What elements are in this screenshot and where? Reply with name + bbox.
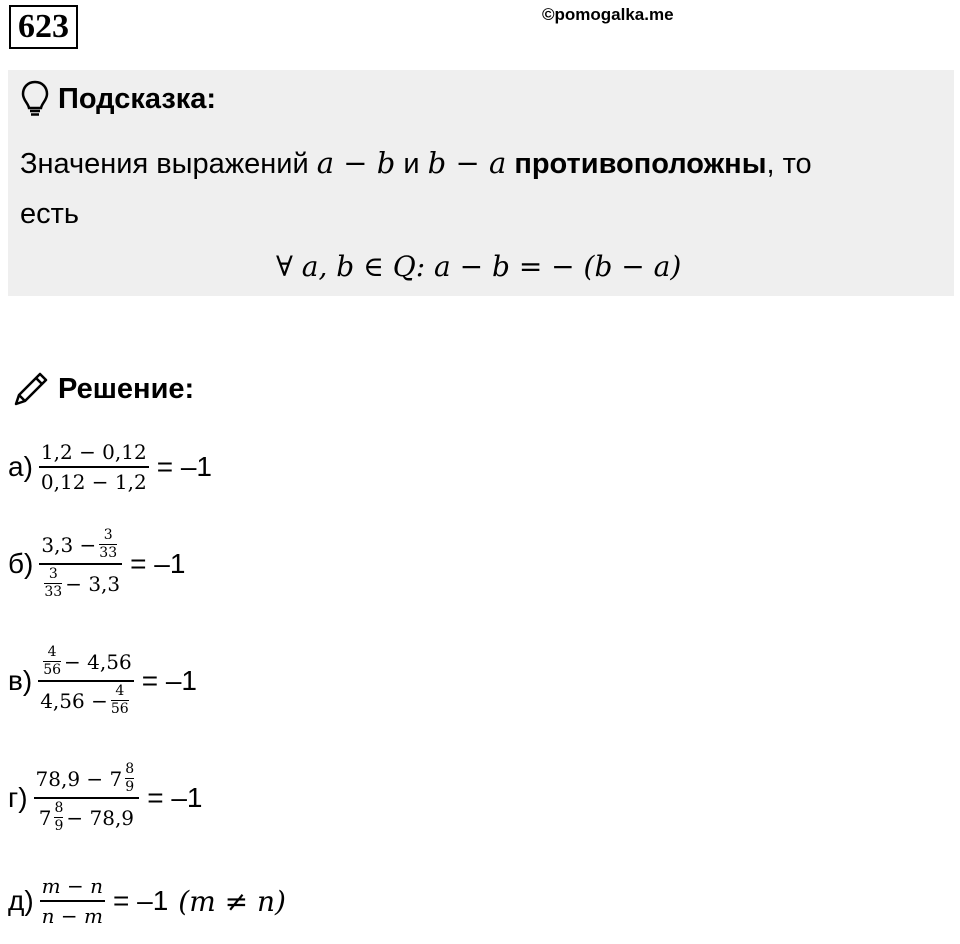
hint-bold-word: противоположны (506, 148, 767, 180)
result: = –1 (113, 885, 169, 916)
site-watermark: ©pomogalka.me (542, 5, 674, 24)
fraction (39, 440, 149, 494)
result: = –1 (156, 451, 212, 482)
expr-a-minus-b: a − b (316, 146, 396, 180)
solution-item-g (8, 762, 202, 834)
hint-line-2: есть (20, 198, 80, 230)
denominator: 3 33 − 3,3 (44, 566, 121, 600)
pencil-icon (10, 368, 52, 410)
fraction (40, 874, 105, 928)
numerator: 1,2 − 0,12 (40, 440, 147, 464)
result: = –1 (130, 548, 186, 579)
expr-b-minus-a: b − a (427, 146, 507, 180)
solution-item-a (8, 440, 212, 494)
fraction (38, 645, 133, 717)
hint-title: Подсказка: (58, 82, 217, 115)
result: = –1 (141, 665, 197, 696)
item-label: г) (8, 782, 28, 813)
result: = –1 (147, 782, 203, 813)
numerator: 3,3 − 3 33 (41, 527, 118, 561)
denominator: n − m (41, 904, 103, 928)
solution-title: Решение: (58, 372, 195, 405)
item-label: а) (8, 451, 33, 482)
denominator: 0,12 − 1,2 (40, 470, 147, 494)
denominator: 4,56 − 4 56 (40, 683, 129, 717)
item-label: д) (8, 885, 34, 916)
problem-number: 623 (9, 5, 78, 49)
hint-heading (20, 80, 216, 118)
numerator: 78,9 − 7 8 9 (35, 761, 135, 795)
fraction (34, 762, 140, 834)
lightbulb-icon (20, 80, 50, 118)
condition: (m ≠ n) (178, 884, 286, 918)
solution-item-d (8, 874, 286, 928)
numerator: m − n (41, 874, 103, 898)
solution-heading (10, 368, 194, 410)
hint-formula: ∀ a, b ∈ Q: a − b = − (b − a) (276, 250, 682, 283)
denominator: 7 8 9 − 78,9 (38, 800, 135, 834)
item-label: в) (8, 665, 33, 696)
hint-and: и (395, 148, 428, 180)
fraction (39, 528, 122, 600)
hint-text-end: , то (766, 148, 812, 180)
solution-item-b (8, 528, 185, 600)
hint-text: Значения выражений (20, 148, 317, 180)
solution-item-v (8, 645, 197, 717)
numerator: 4 56 − 4,56 (43, 644, 132, 678)
hint-line-1 (20, 146, 812, 181)
item-label: б) (8, 548, 34, 579)
